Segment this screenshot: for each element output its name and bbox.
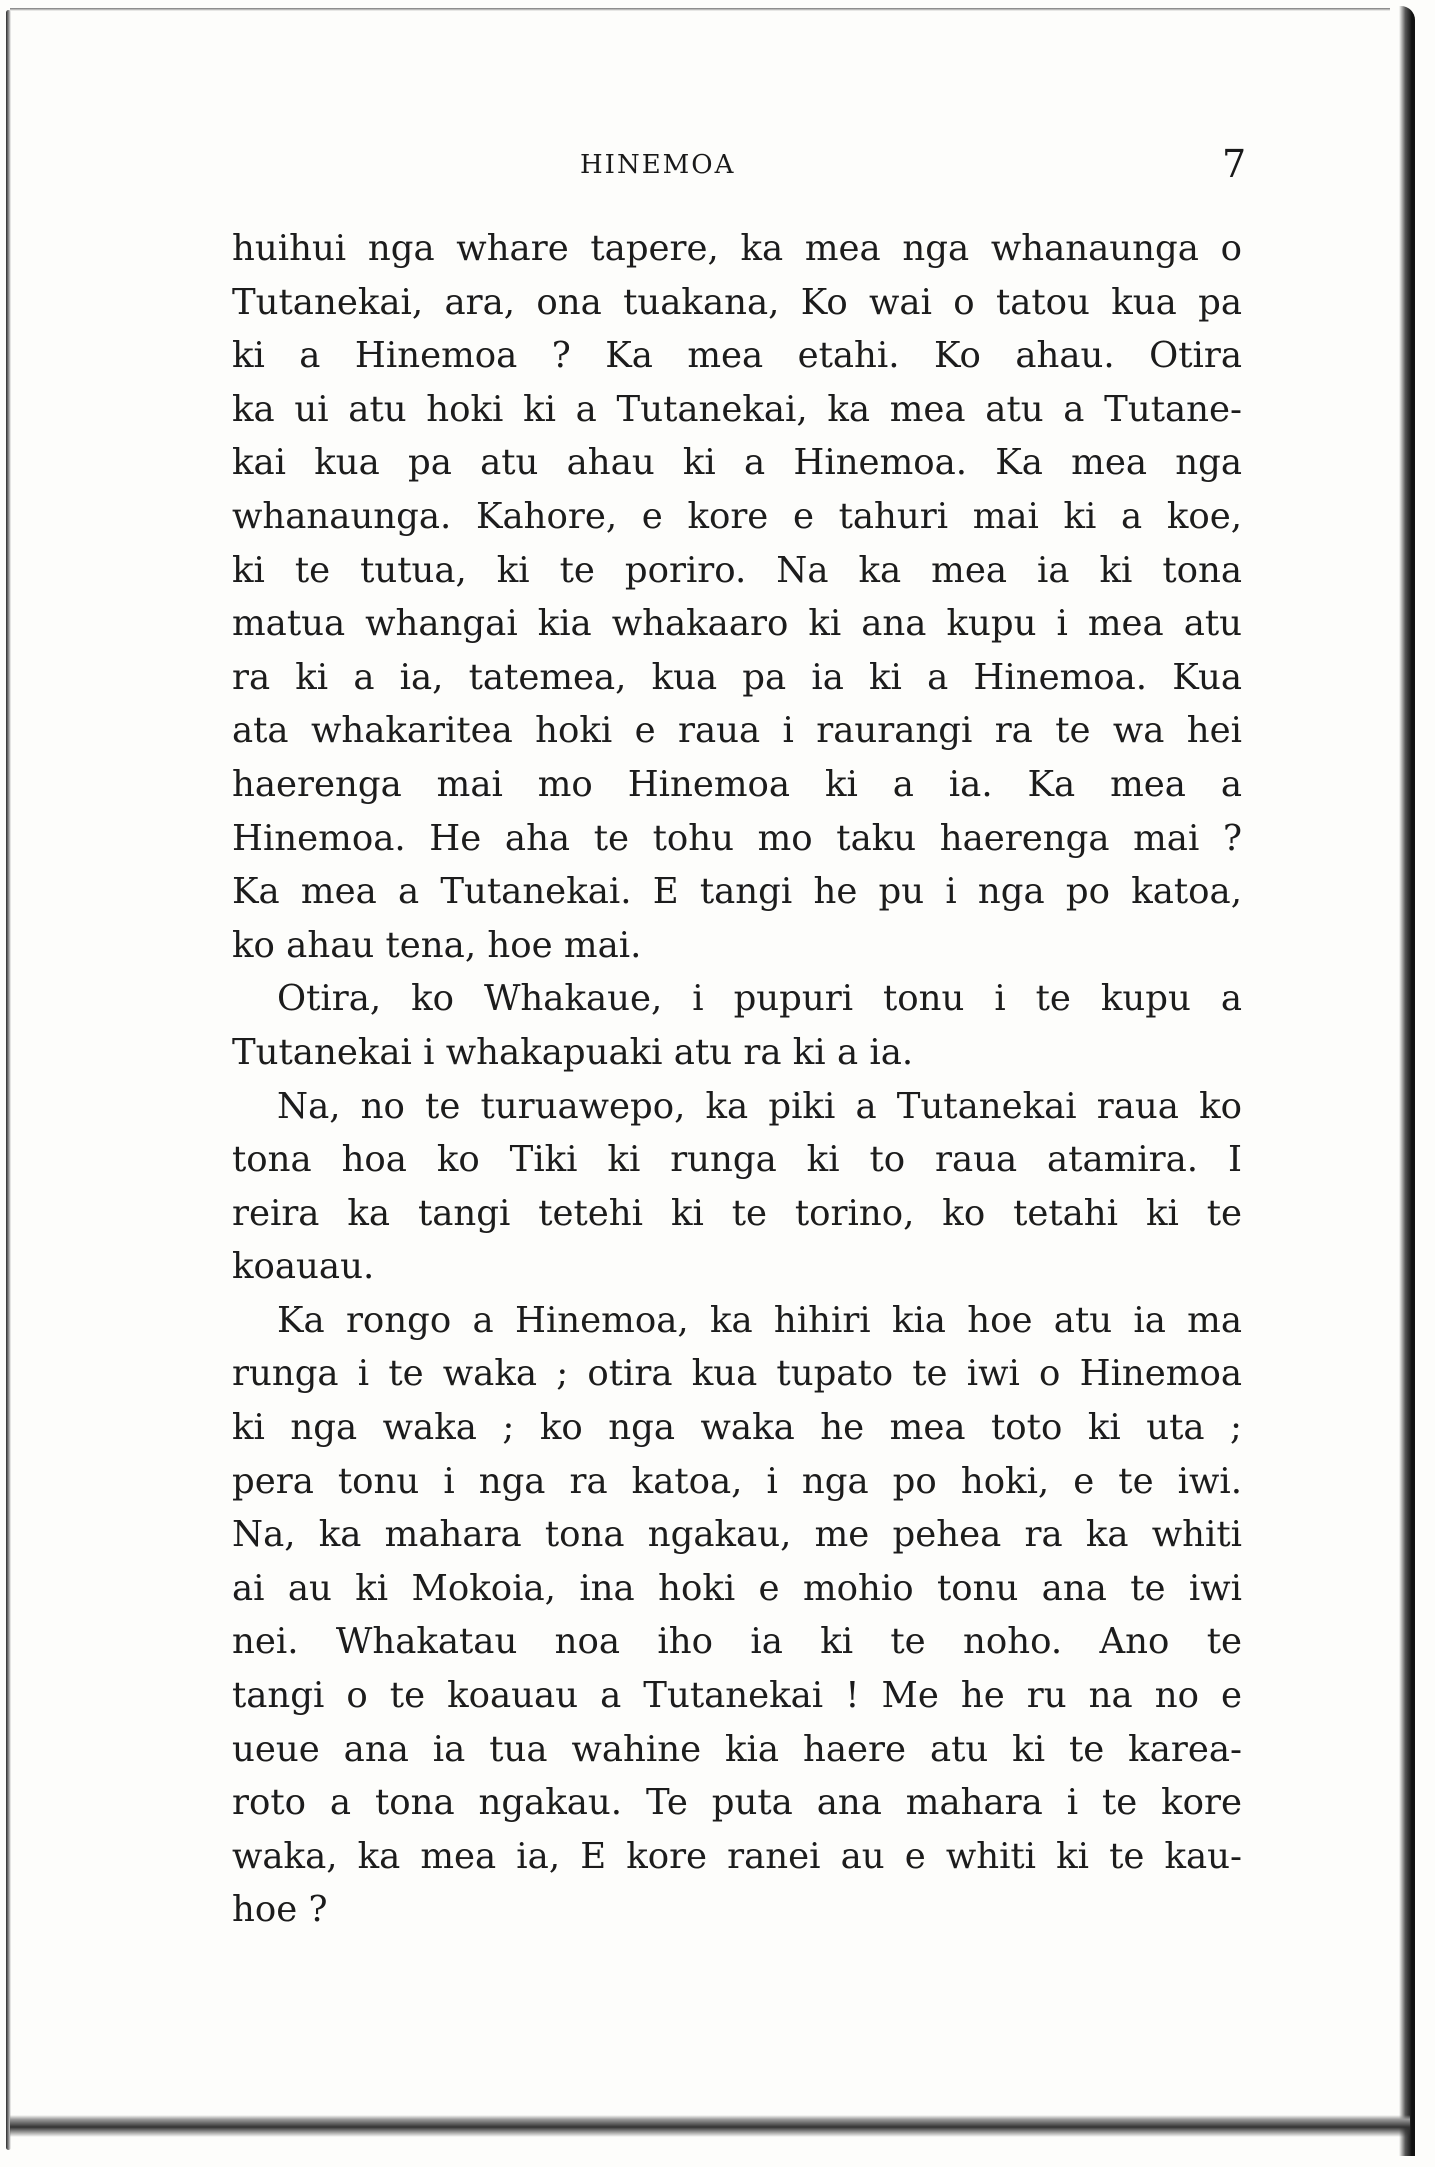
- text-line: ka ui atu hoki ki a Tutanekai, ka mea atu a Tutane-: [232, 388, 1242, 430]
- page-edge-right: [1399, 6, 1415, 2156]
- page-edge-left: [6, 10, 11, 2150]
- text-line: koauau.: [232, 1246, 375, 1288]
- text-line: Otira, ko Whakaue, i pupuri tonu i te kupu a: [277, 978, 1242, 1020]
- text-line: huihui nga whare tapere, ka mea nga whanaunga o: [232, 228, 1242, 269]
- text-line: ko ahau tena, hoe mai.: [232, 924, 642, 966]
- text-line: Ka rongo a Hinemoa, ka hihiri kia hoe atu ia ma: [277, 1299, 1242, 1341]
- page-edge-bottom: [10, 2115, 1410, 2137]
- text-line: ki nga waka ; ko nga waka he mea toto ki uta ;: [232, 1407, 1242, 1449]
- text-line: ra ki a ia, tatemea, kua pa ia ki a Hinemoa. Kua: [232, 656, 1242, 698]
- text-line: whanaunga. Kahore, e kore e tahuri mai ki a koe,: [232, 495, 1242, 537]
- text-line: hoe ?: [232, 1889, 328, 1931]
- text-line: roto a tona ngakau. Te puta ana mahara i te kore: [232, 1782, 1242, 1824]
- text-line: haerenga mai mo Hinemoa ki a ia. Ka mea a: [232, 763, 1242, 805]
- text-line: Tutanekai i whakapuaki atu ra ki a ia.: [232, 1031, 914, 1073]
- page-number: 7: [1222, 142, 1247, 186]
- text-line: kai kua pa atu ahau ki a Hinemoa. Ka mea nga: [232, 442, 1242, 484]
- page-edge-top: [10, 8, 1390, 11]
- text-line: Hinemoa. He aha te tohu mo taku haerenga mai ?: [232, 817, 1242, 859]
- text-line: ai au ki Mokoia, ina hoki e mohio tonu ana te iwi: [232, 1567, 1242, 1609]
- text-line: nei. Whakatau noa iho ia ki te noho. Ano te: [232, 1621, 1242, 1663]
- text-line: runga i te waka ; otira kua tupato te iwi o Hinemoa: [232, 1353, 1242, 1395]
- text-line: Ka mea a Tutanekai. E tangi he pu i nga po katoa,: [232, 871, 1242, 913]
- text-line: tangi o te koauau a Tutanekai ! Me he ru na no e: [232, 1675, 1242, 1717]
- text-line: Na, no te turuawepo, ka piki a Tutanekai raua ko: [277, 1085, 1242, 1127]
- running-head: [0, 142, 1435, 190]
- text-line: pera tonu i nga ra katoa, i nga po hoki, e te iwi.: [232, 1460, 1242, 1502]
- text-line: ata whakaritea hoki e raua i raurangi ra te wa hei: [232, 710, 1242, 752]
- text-line: reira ka tangi tetehi ki te torino, ko tetahi ki te: [232, 1192, 1242, 1234]
- text-line: tona hoa ko Tiki ki runga ki to raua atamira. I: [232, 1139, 1242, 1181]
- text-line: ki te tutua, ki te poriro. Na ka mea ia ki tona: [232, 549, 1242, 591]
- text-line: waka, ka mea ia, E kore ranei au e whiti ki te kau-: [232, 1835, 1242, 1877]
- text-line: Tutanekai, ara, ona tuakana, Ko wai o tatou kua pa: [232, 281, 1242, 323]
- text-line: ki a Hinemoa ? Ka mea etahi. Ko ahau. Otira: [232, 335, 1242, 377]
- body-text: [232, 222, 1242, 1937]
- text-line: matua whangai kia whakaaro ki ana kupu i mea atu: [232, 603, 1242, 645]
- text-line: ueue ana ia tua wahine kia haere atu ki te karea-: [232, 1728, 1242, 1770]
- text-line: Na, ka mahara tona ngakau, me pehea ra ka whiti: [232, 1514, 1242, 1556]
- running-title: HINEMOA: [580, 150, 736, 180]
